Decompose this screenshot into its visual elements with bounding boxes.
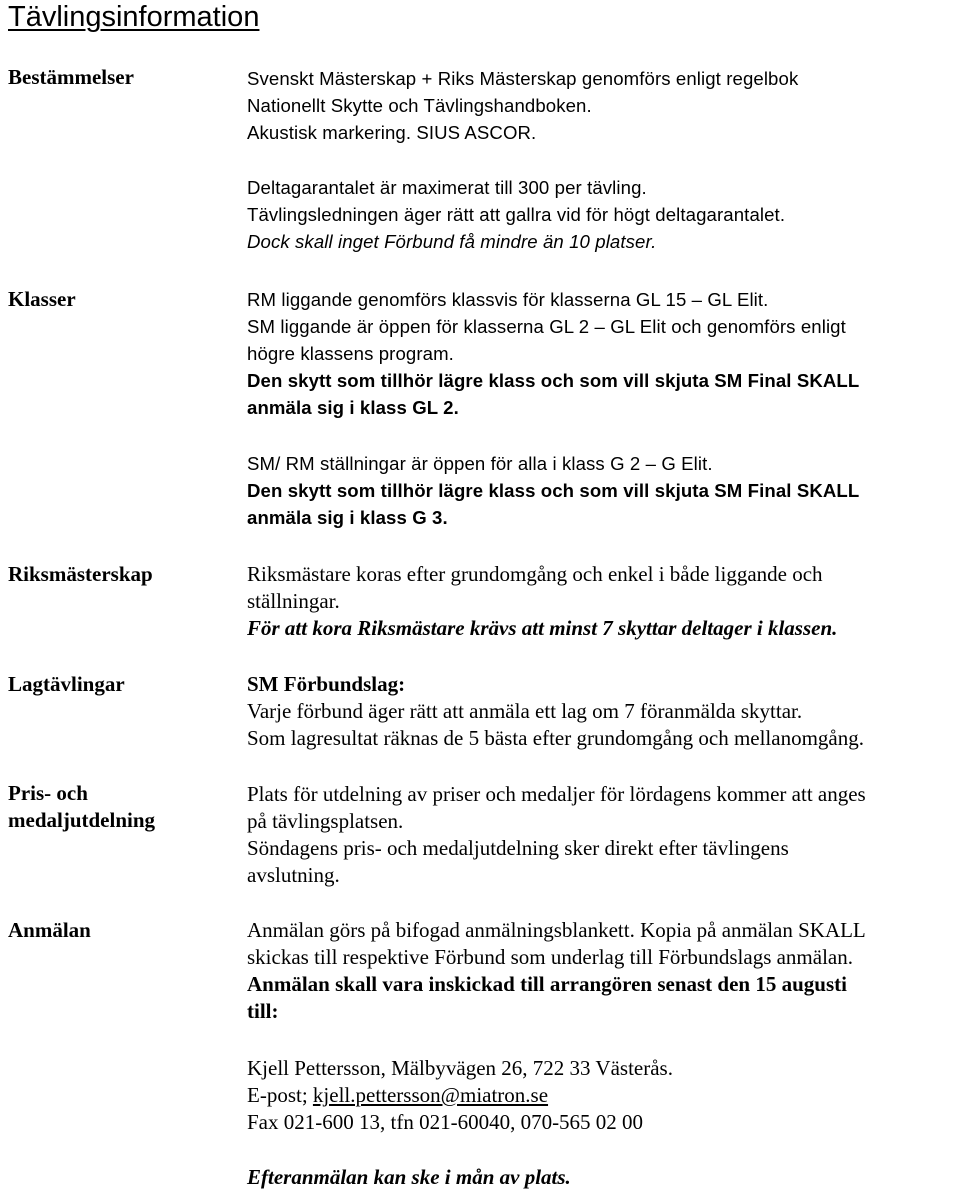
section-label-pris: [8, 780, 228, 834]
email-prefix: E-post;: [247, 1083, 313, 1107]
email-link[interactable]: kjell.pettersson@miatron.se: [312, 1083, 549, 1107]
text-line: Som lagresultat räknas de 5 bästa efter grundomgång och mellanomgång.: [247, 726, 864, 750]
anmalan-contact: [247, 1055, 959, 1136]
text-line: Plats för utdelning av priser och medaljer för lördagens kommer att anges: [247, 782, 866, 806]
section-label-klasser: Klasser: [8, 287, 76, 311]
text-line: RM liggande genomförs klassvis för klasserna GL 15 – GL Elit.: [247, 289, 769, 310]
section-label-lagtavlingar: Lagtävlingar: [8, 672, 125, 696]
text-line: SM liggande är öppen för klasserna GL 2 – GL Elit och genomförs enligt: [247, 316, 846, 337]
text-line: Söndagens pris- och medaljutdelning sker direkt efter tävlingens: [247, 836, 789, 860]
text-line: skickas till respektive Förbund som underlag till Förbundslags anmälan.: [247, 945, 853, 969]
anmalan-text: [247, 917, 959, 1025]
text-line: Anmälan görs på bifogad anmälningsblankett. Kopia på anmälan SKALL: [247, 918, 866, 942]
text-line: SM/ RM ställningar är öppen för alla i klass G 2 – G Elit.: [247, 453, 713, 474]
page-title: Tävlingsinformation: [8, 1, 260, 33]
lagtavlingar-heading: SM Förbundslag:: [247, 672, 406, 696]
lagtavlingar-text: [247, 671, 959, 752]
contact-name: Kjell Pettersson, Mälbyvägen 26, 722 33 Västerås.: [247, 1056, 673, 1080]
riksmasterskap-text: [247, 561, 959, 642]
text-line: Svenskt Mästerskap + Riks Mästerskap genomförs enligt regelbok: [247, 68, 799, 89]
section-label-anmalan: Anmälan: [8, 918, 91, 942]
text-line-bold: anmäla sig i klass G 3.: [247, 507, 448, 528]
text-line-bold: till:: [247, 999, 279, 1023]
text-line: Nationellt Skytte och Tävlingshandboken.: [247, 95, 592, 116]
text-line: Riksmästare koras efter grundomgång och enkel i både liggande och: [247, 562, 823, 586]
contact-email-line: [247, 1082, 959, 1109]
text-line-bold-italic: Efteranmälan kan ske i mån av plats.: [247, 1165, 571, 1189]
klasser-stallningar-text: [247, 450, 959, 531]
text-line-bold: Anmälan skall vara inskickad till arrangören senast den 15 augusti: [247, 972, 847, 996]
text-line: Akustisk markering. SIUS ASCOR.: [247, 122, 537, 143]
bestammelser-text: [247, 65, 959, 146]
contact-phone: Fax 021-600 13, tfn 021-60040, 070-565 02 00: [247, 1110, 644, 1134]
klasser-liggande-text: [247, 286, 959, 421]
text-line-bold: Den skytt som tillhör lägre klass och som vill skjuta SM Final SKALL: [247, 480, 860, 501]
text-line: Varje förbund äger rätt att anmäla ett lag om 7 föranmälda skyttar.: [247, 699, 803, 723]
text-line: ställningar.: [247, 589, 340, 613]
pris-text: [247, 781, 959, 889]
text-line-bold-italic: För att kora Riksmästare krävs att minst 7 skyttar deltager i klassen.: [247, 616, 838, 640]
label-line: Pris- och: [8, 781, 88, 805]
text-line-italic: Dock skall inget Förbund få mindre än 10 platser.: [247, 231, 657, 252]
text-line: Tävlingsledningen äger rätt att gallra vid för högt deltagarantalet.: [247, 204, 786, 225]
late-registration-note: [247, 1164, 959, 1191]
text-line: på tävlingsplatsen.: [247, 809, 404, 833]
label-line: medaljutdelning: [8, 808, 156, 832]
text-line: avslutning.: [247, 863, 340, 887]
text-line: högre klassens program.: [247, 343, 454, 364]
text-line: Deltagarantalet är maximerat till 300 per tävling.: [247, 177, 647, 198]
text-line-bold: anmäla sig i klass GL 2.: [247, 397, 459, 418]
section-label-riksmasterskap: Riksmästerskap: [8, 562, 153, 586]
section-label-bestammelser: Bestämmelser: [8, 65, 134, 89]
text-line-bold: Den skytt som tillhör lägre klass och som vill skjuta SM Final SKALL: [247, 370, 860, 391]
bestammelser-participants-text: [247, 174, 959, 255]
